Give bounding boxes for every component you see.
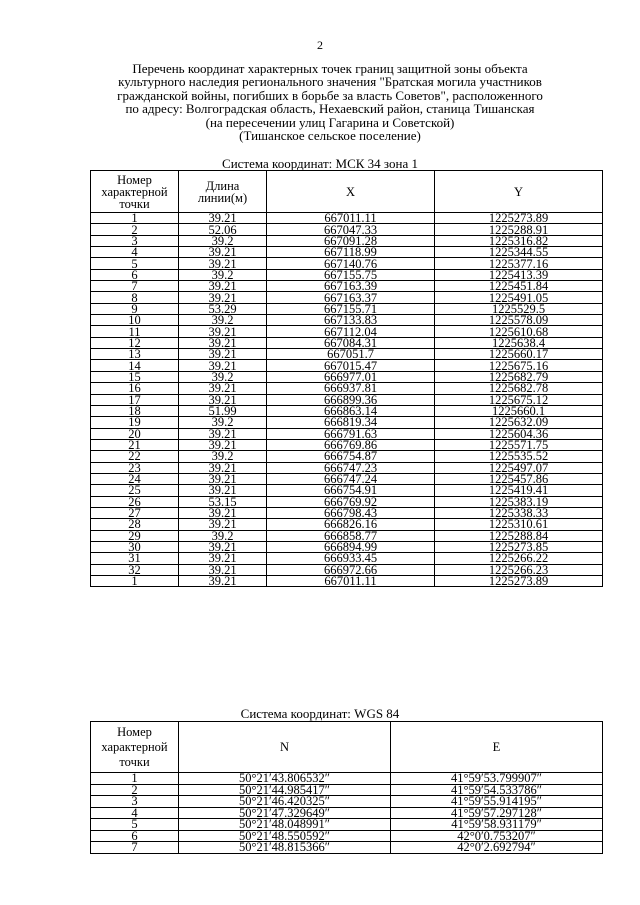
document-title — [80, 62, 580, 142]
cell-point-number: 19 — [91, 417, 179, 428]
cell-x: 667011.11 — [267, 213, 435, 224]
cell-x: 667133.83 — [267, 315, 435, 326]
cell-point-number: 28 — [91, 519, 179, 530]
cell-y: 1225273.89 — [435, 576, 603, 587]
cell-x: 667015.47 — [267, 360, 435, 371]
cell-y: 1225682.78 — [435, 383, 603, 394]
cell-line-length: 52.06 — [179, 224, 267, 235]
cell-point-number: 4 — [91, 247, 179, 258]
header-line-length: Длина линии(м) — [179, 171, 267, 213]
table-row — [91, 796, 603, 808]
table-row — [91, 371, 603, 382]
cell-x: 666899.36 — [267, 394, 435, 405]
cell-n: 50°21′48.815366″ — [179, 842, 391, 854]
header-n: N — [179, 722, 391, 773]
cell-point-number: 7 — [91, 842, 179, 854]
cell-point-number: 4 — [91, 807, 179, 819]
cell-n: 50°21′46.420325″ — [179, 796, 391, 808]
cell-line-length: 39.21 — [179, 281, 267, 292]
table-row — [91, 235, 603, 246]
cell-x: 667047.33 — [267, 224, 435, 235]
cell-y: 1225273.85 — [435, 541, 603, 552]
table-row — [91, 576, 603, 587]
table-row — [91, 360, 603, 371]
cell-n: 50°21′48.550592″ — [179, 830, 391, 842]
cell-x: 666826.16 — [267, 519, 435, 530]
header-point-number: Номер характерной точки — [91, 171, 179, 213]
cell-y: 1225266.23 — [435, 564, 603, 575]
cell-point-number: 16 — [91, 383, 179, 394]
cell-x: 667051.7 — [267, 349, 435, 360]
cell-line-length: 39.2 — [179, 451, 267, 462]
cell-line-length: 39.21 — [179, 564, 267, 575]
table-row — [91, 519, 603, 530]
cell-y: 1225457.86 — [435, 473, 603, 484]
header-point-number: Номер характерной точки — [91, 722, 179, 773]
title-line: (на пересечении улиц Гагарина и Советской) — [205, 114, 455, 130]
cell-y: 1225316.82 — [435, 235, 603, 246]
cell-y: 1225675.12 — [435, 394, 603, 405]
cell-point-number: 30 — [91, 541, 179, 552]
cell-line-length: 39.21 — [179, 337, 267, 348]
cell-point-number: 1 — [91, 773, 179, 785]
title-line: гражданской войны, погибших в борьбе за власть Советов", расположенного — [117, 87, 543, 103]
cell-x: 666977.01 — [267, 371, 435, 382]
table-row — [91, 530, 603, 541]
cell-x: 667011.11 — [267, 576, 435, 587]
cell-y: 1225491.05 — [435, 292, 603, 303]
cell-x: 667112.04 — [267, 326, 435, 337]
cell-line-length: 39.2 — [179, 417, 267, 428]
cell-line-length: 39.2 — [179, 269, 267, 280]
cell-y: 1225344.55 — [435, 247, 603, 258]
cell-line-length: 39.21 — [179, 247, 267, 258]
cell-point-number: 18 — [91, 405, 179, 416]
cell-line-length: 53.29 — [179, 303, 267, 314]
cell-x: 666754.87 — [267, 451, 435, 462]
table-row — [91, 303, 603, 314]
table-row — [91, 383, 603, 394]
cell-line-length: 39.2 — [179, 530, 267, 541]
cell-y: 1225535.52 — [435, 451, 603, 462]
cell-point-number: 9 — [91, 303, 179, 314]
cell-point-number: 31 — [91, 553, 179, 564]
cell-x: 666933.45 — [267, 553, 435, 564]
cell-y: 1225288.84 — [435, 530, 603, 541]
cell-y: 1225604.36 — [435, 428, 603, 439]
cell-point-number: 21 — [91, 439, 179, 450]
cell-line-length: 39.21 — [179, 213, 267, 224]
table2-caption: Система координат: WGS 84 — [240, 706, 400, 721]
table-row — [91, 439, 603, 450]
cell-line-length: 39.21 — [179, 292, 267, 303]
cell-line-length: 39.21 — [179, 519, 267, 530]
cell-point-number: 1 — [91, 576, 179, 587]
table-row — [91, 784, 603, 796]
cell-x: 667118.99 — [267, 247, 435, 258]
cell-x: 667155.71 — [267, 303, 435, 314]
cell-line-length: 39.21 — [179, 326, 267, 337]
cell-x: 667140.76 — [267, 258, 435, 269]
cell-point-number: 10 — [91, 315, 179, 326]
cell-line-length: 39.21 — [179, 360, 267, 371]
cell-point-number: 8 — [91, 292, 179, 303]
cell-e: 41°59′57.297128″ — [391, 807, 603, 819]
cell-point-number: 12 — [91, 337, 179, 348]
table-row — [91, 405, 603, 416]
cell-point-number: 5 — [91, 819, 179, 831]
table-row — [91, 451, 603, 462]
cell-x: 666769.86 — [267, 439, 435, 450]
cell-n: 50°21′43.806532″ — [179, 773, 391, 785]
cell-point-number: 26 — [91, 496, 179, 507]
cell-x: 666894.99 — [267, 541, 435, 552]
header-x: X — [267, 171, 435, 213]
table-row — [91, 269, 603, 280]
table-row — [91, 224, 603, 235]
cell-y: 1225610.68 — [435, 326, 603, 337]
cell-e: 41°59′53.799907″ — [391, 773, 603, 785]
cell-line-length: 39.21 — [179, 553, 267, 564]
header-y: Y — [435, 171, 603, 213]
cell-y: 1225682.79 — [435, 371, 603, 382]
table-row — [91, 462, 603, 473]
cell-point-number: 29 — [91, 530, 179, 541]
table-row — [91, 428, 603, 439]
cell-point-number: 6 — [91, 269, 179, 280]
cell-line-length: 39.21 — [179, 394, 267, 405]
cell-x: 666754.91 — [267, 485, 435, 496]
table-row — [91, 842, 603, 854]
table-row — [91, 349, 603, 360]
table-row — [91, 541, 603, 552]
table-row — [91, 564, 603, 575]
cell-y: 1225451.84 — [435, 281, 603, 292]
cell-e: 42°0′0.753207″ — [391, 830, 603, 842]
table-row — [91, 830, 603, 842]
cell-x: 666798.43 — [267, 507, 435, 518]
cell-point-number: 27 — [91, 507, 179, 518]
table-row — [91, 819, 603, 831]
table-row — [91, 337, 603, 348]
table-row — [91, 281, 603, 292]
cell-point-number: 32 — [91, 564, 179, 575]
table-header-row — [91, 171, 603, 213]
cell-point-number: 15 — [91, 371, 179, 382]
cell-y: 1225338.33 — [435, 507, 603, 518]
cell-line-length: 39.21 — [179, 473, 267, 484]
header-e: E — [391, 722, 603, 773]
table-row — [91, 807, 603, 819]
table-header-row — [91, 722, 603, 773]
table-row — [91, 326, 603, 337]
cell-point-number: 3 — [91, 796, 179, 808]
cell-point-number: 3 — [91, 235, 179, 246]
cell-point-number: 17 — [91, 394, 179, 405]
table-row — [91, 315, 603, 326]
title-line: (Тишанское сельское поселение) — [239, 128, 421, 144]
title-line: культурного наследия регионального значения "Братская могила участников — [118, 74, 542, 90]
cell-point-number: 14 — [91, 360, 179, 371]
cell-point-number: 23 — [91, 462, 179, 473]
cell-x: 666937.81 — [267, 383, 435, 394]
cell-point-number: 6 — [91, 830, 179, 842]
table-row — [91, 258, 603, 269]
cell-x: 667091.28 — [267, 235, 435, 246]
cell-line-length: 39.21 — [179, 507, 267, 518]
cell-x: 666747.24 — [267, 473, 435, 484]
cell-e: 41°59′55.914195″ — [391, 796, 603, 808]
table-row — [91, 292, 603, 303]
table-row — [91, 394, 603, 405]
cell-point-number: 20 — [91, 428, 179, 439]
cell-point-number: 2 — [91, 784, 179, 796]
cell-line-length: 53.15 — [179, 496, 267, 507]
cell-point-number: 7 — [91, 281, 179, 292]
cell-y: 1225310.61 — [435, 519, 603, 530]
page-number: 2 — [317, 38, 323, 52]
cell-point-number: 13 — [91, 349, 179, 360]
cell-y: 1225632.09 — [435, 417, 603, 428]
cell-point-number: 2 — [91, 224, 179, 235]
title-line: Перечень координат характерных точек границ защитной зоны объекта — [132, 61, 528, 76]
cell-x: 666858.77 — [267, 530, 435, 541]
cell-y: 1225413.39 — [435, 269, 603, 280]
title-line: по адресу: Волгоградская область, Нехаевский район, станица Тишанская — [125, 101, 535, 117]
table-row — [91, 247, 603, 258]
cell-line-length: 39.2 — [179, 315, 267, 326]
table-row — [91, 507, 603, 518]
cell-n: 50°21′48.048991″ — [179, 819, 391, 831]
cell-x: 666747.23 — [267, 462, 435, 473]
cell-x: 667163.37 — [267, 292, 435, 303]
cell-y: 1225571.75 — [435, 439, 603, 450]
cell-y: 1225660.17 — [435, 349, 603, 360]
cell-x: 667084.31 — [267, 337, 435, 348]
cell-e: 41°59′58.931179″ — [391, 819, 603, 831]
cell-line-length: 39.2 — [179, 371, 267, 382]
cell-y: 1225383.19 — [435, 496, 603, 507]
table-row — [91, 773, 603, 785]
cell-point-number: 24 — [91, 473, 179, 484]
cell-y: 1225419.41 — [435, 485, 603, 496]
wgs84-coordinates-table — [90, 721, 603, 854]
cell-line-length: 39.2 — [179, 235, 267, 246]
cell-line-length: 39.21 — [179, 576, 267, 587]
cell-x: 666863.14 — [267, 405, 435, 416]
cell-e: 41°59′54.533786″ — [391, 784, 603, 796]
cell-n: 50°21′47.329649″ — [179, 807, 391, 819]
cell-y: 1225497.07 — [435, 462, 603, 473]
table1-caption: Система координат: МСК 34 зона 1 — [222, 156, 418, 171]
cell-line-length: 39.21 — [179, 349, 267, 360]
cell-y: 1225266.22 — [435, 553, 603, 564]
table-row — [91, 213, 603, 224]
cell-point-number: 25 — [91, 485, 179, 496]
cell-line-length: 39.21 — [179, 428, 267, 439]
cell-line-length: 39.21 — [179, 541, 267, 552]
cell-x: 666769.92 — [267, 496, 435, 507]
cell-point-number: 1 — [91, 213, 179, 224]
cell-n: 50°21′44.985417″ — [179, 784, 391, 796]
cell-y: 1225273.89 — [435, 213, 603, 224]
cell-line-length: 39.21 — [179, 462, 267, 473]
table-row — [91, 553, 603, 564]
cell-line-length: 39.21 — [179, 439, 267, 450]
cell-line-length: 39.21 — [179, 383, 267, 394]
table-row — [91, 496, 603, 507]
cell-point-number: 11 — [91, 326, 179, 337]
table-row — [91, 485, 603, 496]
cell-y: 1225288.91 — [435, 224, 603, 235]
cell-x: 667155.75 — [267, 269, 435, 280]
cell-x: 666819.34 — [267, 417, 435, 428]
cell-y: 1225529.5 — [435, 303, 603, 314]
cell-x: 666791.63 — [267, 428, 435, 439]
cell-y: 1225675.16 — [435, 360, 603, 371]
cell-e: 42°0′2.692794″ — [391, 842, 603, 854]
table-row — [91, 417, 603, 428]
cell-y: 1225377.16 — [435, 258, 603, 269]
cell-point-number: 22 — [91, 451, 179, 462]
table-row — [91, 473, 603, 484]
cell-x: 666972.66 — [267, 564, 435, 575]
cell-point-number: 5 — [91, 258, 179, 269]
cell-line-length: 39.21 — [179, 258, 267, 269]
cell-y: 1225578.09 — [435, 315, 603, 326]
msk34-coordinates-table — [90, 170, 603, 587]
cell-y: 1225638.4 — [435, 337, 603, 348]
cell-line-length: 51.99 — [179, 405, 267, 416]
cell-x: 667163.39 — [267, 281, 435, 292]
cell-line-length: 39.21 — [179, 485, 267, 496]
cell-y: 1225660.1 — [435, 405, 603, 416]
